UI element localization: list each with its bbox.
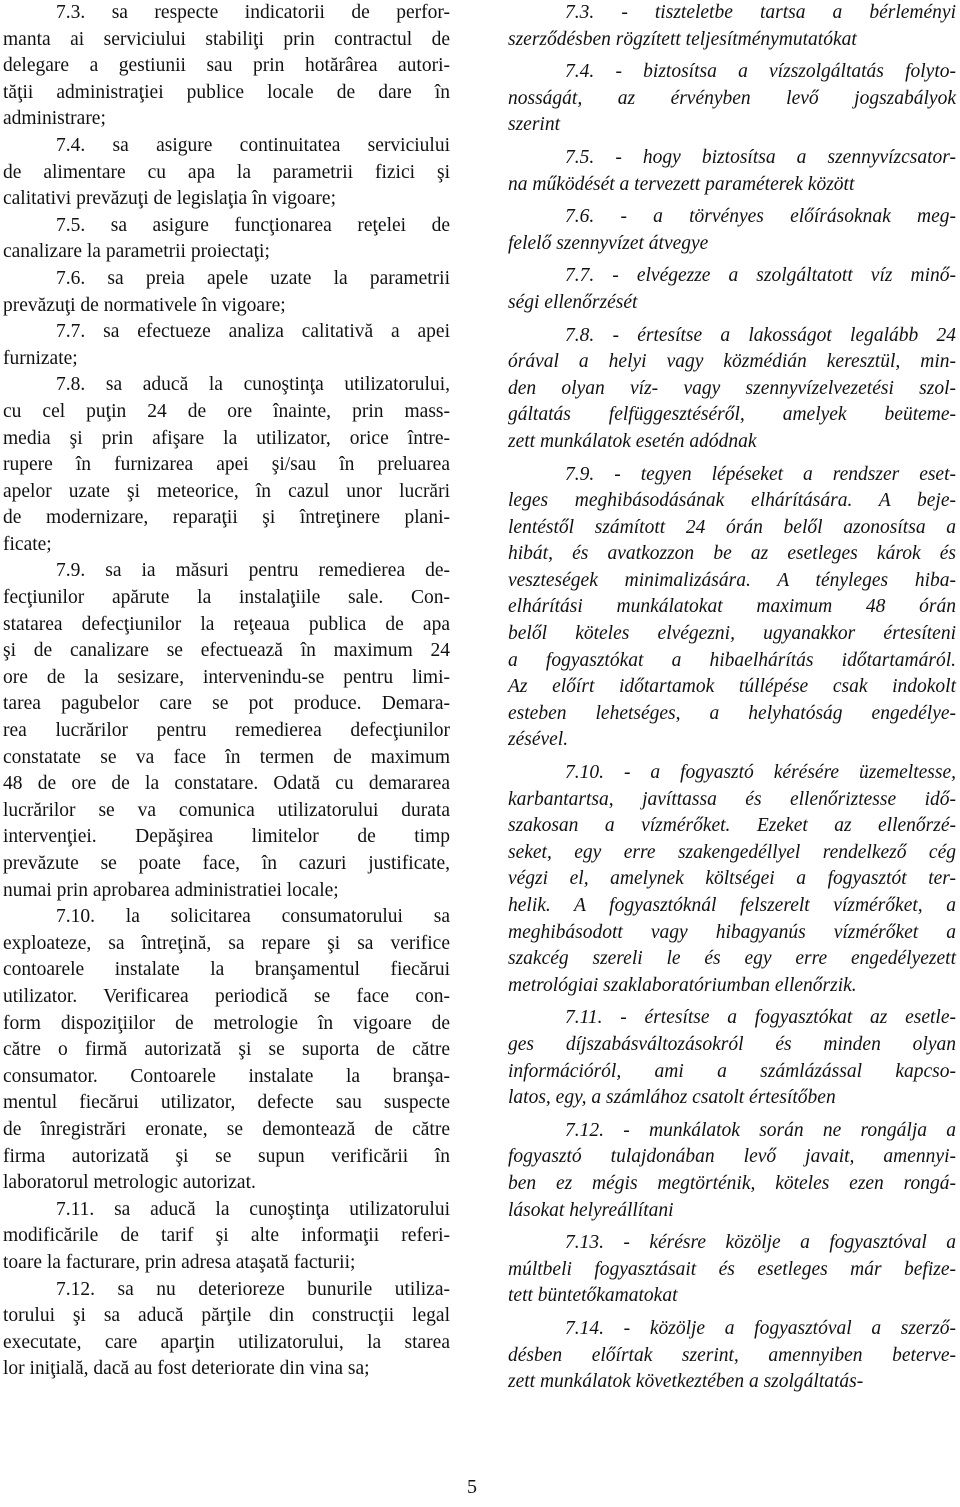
hungarian-line: a fogyasztókat a hibaelhárítás időtartamáról. (508, 649, 956, 671)
romanian-line: calitativi prevăzuţi de legislaţia în vigoare; (3, 188, 336, 210)
romanian-line: media şi prin afişare la utilizator, orice între- (3, 427, 450, 449)
hungarian-line: den olyan víz- vagy szennyvízelvezetési szol- (508, 377, 956, 399)
hungarian-paragraph (508, 1005, 956, 1111)
hungarian-paragraph (508, 1230, 956, 1310)
romanian-line: tăţii administraţiei publice locale de dare în (3, 81, 450, 103)
romanian-line: 7.8. sa aducă la cunoştinţa utilizatorului, (56, 374, 450, 396)
hungarian-line: veszteségek minimalizására. A tényleges hiba- (508, 569, 956, 591)
hungarian-line: szerződésben rögzített teljesítménymutatókat (508, 28, 857, 50)
hungarian-paragraph (508, 462, 956, 755)
hungarian-line: leges meghibásodásának elhárítására. A beje- (508, 490, 956, 512)
romanian-paragraph (3, 0, 450, 133)
hungarian-line: helik. A fogyasztóknál felszerelt vízmérőket, a (508, 895, 956, 916)
hungarian-line: 7.7. - elvégezze a szolgáltatott víz minő- (565, 265, 956, 287)
hungarian-paragraph (508, 145, 956, 198)
hungarian-line: tett büntetőkamatokat (508, 1285, 678, 1307)
romanian-line: mentul fiecărui utilizator, defecte sau suspecte (3, 1092, 450, 1114)
hungarian-column (508, 0, 956, 1402)
hungarian-line: 7.14. - közölje a fogyasztóval a szerző- (565, 1317, 956, 1339)
hungarian-line: 7.5. - hogy biztosítsa a szennyvízcsator- (565, 146, 956, 168)
romanian-line: apelor uzate şi meteorice, în cazul unor lucrări (3, 480, 450, 502)
romanian-line: cu cel puţin 24 de ore înainte, prin mass- (3, 400, 450, 422)
hungarian-paragraph (508, 263, 956, 316)
romanian-line: form dispoziţiilor de metrologie în vigoare de (3, 1012, 450, 1034)
romanian-line: 48 de ore de la constatare. Odată cu demararea (3, 773, 450, 795)
hungarian-line: 7.8. - értesítse a lakosságot legalább 24 (565, 324, 956, 346)
hungarian-line: meghibásodott vagy hibagyanús vízmérőket a (508, 921, 956, 943)
hungarian-line: gáltatás felfüggesztéséről, amelyek beüteme- (508, 404, 956, 426)
hungarian-line: szerint (508, 114, 561, 136)
romanian-line: ore de la sesizare, intervenindu-se pentru limi- (3, 666, 450, 688)
romanian-line: constatate se va face în termen de maximum (3, 746, 450, 768)
hungarian-line: információról, ami a számlázással kapcso- (508, 1060, 956, 1082)
romanian-line: lucrărilor se va comunica utilizatorului durata (3, 799, 450, 821)
hungarian-line: lásokat helyreállítani (508, 1199, 674, 1221)
romanian-column (3, 0, 450, 1383)
romanian-line: modificările de tarif şi alte informaţii referi- (3, 1225, 450, 1247)
hungarian-line: désben előírtak szerint, amennyiben beterve- (508, 1344, 956, 1366)
hungarian-line: zett munkálatok esetén adódnak (508, 430, 757, 452)
romanian-line: rea lucrărilor pentru remedierea defecţiunilor (3, 720, 450, 742)
romanian-line: 7.5. sa asigure funcţionarea reţelei de (56, 214, 450, 236)
romanian-paragraph (3, 133, 450, 213)
hungarian-paragraph (508, 204, 956, 257)
hungarian-line: lentéstől számított 24 órán belől azonosítsa a (508, 516, 956, 538)
romanian-line: intervenţiei. Depăşirea limitelor de timp (3, 826, 450, 848)
hungarian-line: 7.10. - a fogyasztó kérésére üzemeltesse, (565, 762, 956, 784)
hungarian-line: felelő szennyvízet átvegye (508, 232, 709, 254)
romanian-line: firma autorizată şi se supun verificării în (3, 1145, 450, 1167)
romanian-line: executate, care aparţin utilizatorului, la starea (3, 1331, 450, 1353)
hungarian-line: 7.11. - értesítse a fogyasztókat az esetle- (565, 1007, 956, 1029)
romanian-line: prevăzute se poate face, în cazuri justificate, (3, 853, 450, 874)
romanian-line: lor iniţială, dacă au fost deteriorate din vina sa; (3, 1358, 370, 1380)
hungarian-line: latos, egy, a számlához csatolt értesítőben (508, 1087, 836, 1109)
romanian-line: de modernizare, reparaţii şi întreţinere plani- (3, 507, 450, 529)
hungarian-line: szakcég szereli le és egy erre engedélyezett (508, 948, 956, 970)
hungarian-line: zésével. (508, 729, 569, 751)
romanian-paragraph (3, 1197, 450, 1277)
hungarian-line: nosságát, az érvényben levő jogszabályok (508, 87, 956, 109)
romanian-line: toare la facturare, prin adresa ataşată facturii; (3, 1251, 356, 1273)
hungarian-line: szakosan a vízmérőket. Ezeket az ellenőrzé- (508, 815, 956, 837)
hungarian-paragraph (508, 323, 956, 456)
hungarian-line: na működését a tervezett paraméterek között (508, 173, 855, 195)
hungarian-line: ben ez mégis megtörténik, köteles ezen rongá- (508, 1172, 956, 1194)
romanian-line: ficate; (3, 533, 52, 555)
hungarian-paragraph (508, 1118, 956, 1224)
romanian-line: fecţiunilor apărute la instalaţiile sale. Con- (3, 587, 450, 609)
romanian-paragraph (3, 319, 450, 372)
romanian-line: numai prin aprobarea administratiei locale; (3, 879, 339, 901)
romanian-line: prevăzuţi de normativele în vigoare; (3, 294, 286, 316)
romanian-line: 7.11. sa aducă la cunoştinţa utilizatorului (56, 1198, 450, 1220)
hungarian-line: végzi el, amelynek költségei a fogyasztót ter- (508, 868, 956, 890)
hungarian-line: seket, egy erre szakengedéllyel rendelkező cég (508, 841, 956, 863)
hungarian-line: 7.13. - kérésre közölje a fogyasztóval a (565, 1232, 956, 1254)
romanian-line: 7.3. sa respecte indicatorii de perfor- (56, 2, 450, 23)
romanian-paragraph (3, 558, 450, 904)
hungarian-line: órával a helyi vagy közmédián keresztül, min- (508, 351, 956, 373)
hungarian-line: zett munkálatok következtében a szolgáltatás- (508, 1371, 864, 1393)
hungarian-paragraph (508, 59, 956, 139)
romanian-line: 7.12. sa nu deterioreze bunurile utiliza- (56, 1278, 450, 1300)
romanian-line: rupere în furnizarea apei şi/sau în preluarea (3, 454, 450, 476)
romanian-paragraph (3, 1277, 450, 1383)
hungarian-line: 7.3. - tiszteletbe tartsa a bérleményi (565, 2, 956, 23)
romanian-line: tarea pagubelor care se pot produce. Demara- (3, 693, 450, 715)
hungarian-line: 7.9. - tegyen lépéseket a rendszer eset- (565, 463, 956, 485)
romanian-line: 7.9. sa ia măsuri pentru remedierea de- (56, 560, 450, 582)
romanian-line: şi de canalizare se efectuează în maximum 24 (3, 640, 450, 662)
romanian-line: 7.10. la solicitarea consumatorului sa (56, 906, 450, 928)
hungarian-line: belől köteles elvégezni, ugyanakkor értesíteni (508, 623, 956, 645)
hungarian-line: karbantartsa, javíttassa és ellenőriztesse idő- (508, 788, 956, 810)
romanian-paragraph (3, 213, 450, 266)
hungarian-line: metrológiai szaklaboratóriumban ellenőrzik. (508, 974, 857, 996)
hungarian-line: ges díjszabásváltozásokról és minden olyan (508, 1033, 956, 1055)
romanian-line: 7.4. sa asigure continuitatea serviciului (56, 134, 450, 156)
romanian-line: 7.6. sa preia apele uzate la parametrii (56, 267, 450, 289)
hungarian-paragraph (508, 1316, 956, 1396)
hungarian-paragraph (508, 760, 956, 999)
romanian-line: 7.7. sa efectueze analiza calitativă a apei (56, 321, 450, 343)
romanian-line: administrare; (3, 108, 106, 130)
romanian-line: canalizare la parametrii proiectaţi; (3, 241, 270, 263)
hungarian-line: Az előírt időtartamok túllépése csak indokolt (508, 676, 956, 698)
hungarian-line: esteben lehetséges, a helyhatóság engedélye- (508, 702, 956, 724)
hungarian-paragraph (508, 0, 956, 53)
hungarian-line: fogyasztó tulajdonában levő javait, amennyi- (508, 1146, 956, 1168)
romanian-line: manta ai serviciului stabiliţi prin contractul de (3, 28, 450, 50)
romanian-paragraph (3, 904, 450, 1197)
romanian-line: laboratorul metrologic autorizat. (3, 1172, 256, 1194)
hungarian-line: hibát, és avatkozzon be az esetleges károk és (508, 543, 956, 565)
hungarian-line: 7.6. - a törvényes előírásoknak meg- (565, 206, 956, 228)
romanian-paragraph (3, 372, 450, 558)
romanian-paragraph (3, 266, 450, 319)
romanian-line: torului şi sa aducă părţile din construcţii legal (3, 1305, 450, 1327)
romanian-line: furnizate; (3, 347, 78, 369)
hungarian-line: ségi ellenőrzését (508, 291, 638, 313)
romanian-line: de alimentare cu apa la parametrii fizici şi (3, 161, 450, 183)
hungarian-line: 7.4. - biztosítsa a vízszolgáltatás folyto- (565, 61, 956, 83)
romanian-line: de înregistrări eronate, se demontează de către (3, 1118, 450, 1140)
romanian-line: delegare a gestiunii sau prin hotărârea autori- (3, 55, 450, 77)
hungarian-line: múltbeli fogyasztásait és esetleges már befize- (508, 1258, 956, 1280)
romanian-line: exploateze, sa întreţină, sa repare şi sa verifice (3, 932, 450, 954)
romanian-line: statarea defecţiunilor la reţeaua publica de apa (3, 613, 450, 635)
page-number: 5 (467, 1476, 477, 1498)
hungarian-line: 7.12. - munkálatok során ne rongálja a (565, 1119, 956, 1141)
hungarian-line: elhárítási munkálatokat maximum 48 órán (508, 596, 956, 618)
romanian-line: utilizator. Verificarea periodică se face con- (3, 985, 450, 1007)
romanian-line: contoarele instalate la branşamentul fiecărui (3, 959, 450, 981)
romanian-line: către o firmă autorizată şi se suporta de către (3, 1039, 450, 1061)
romanian-line: consumator. Contoarele instalate la branşa- (3, 1065, 450, 1087)
